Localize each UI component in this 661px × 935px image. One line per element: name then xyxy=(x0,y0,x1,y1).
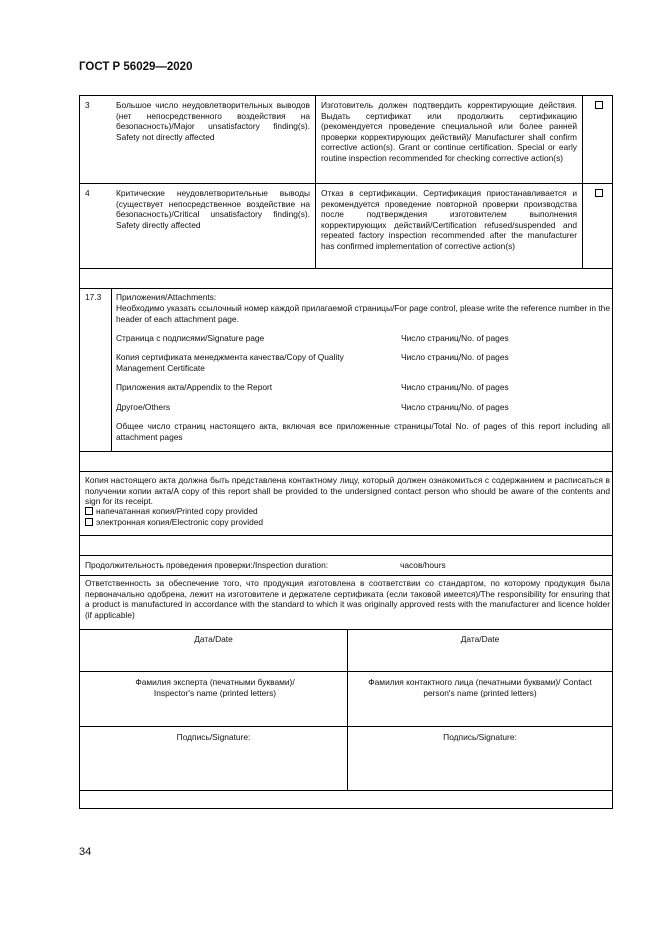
row-divider xyxy=(80,268,612,269)
section-number: 17.3 xyxy=(85,292,102,302)
duration-unit: часов/hours xyxy=(400,560,446,570)
finding-action: Отказ в сертификации. Сертификация приостанавливается и рекомендуется проведение повторной проверки производства после подтверждения изготовителем выполнения корректирующих действий/Certification refused/suspended and repeated factory inspection recommended after the manufacturer has confirmed implementation of corrective action(s) xyxy=(321,188,577,251)
contact-name-label: Фамилия контактного лица (печатными буквами)/ Contact person's name (printed letters) xyxy=(368,677,592,698)
attachment-label: Страница с подписями/Signature page xyxy=(116,333,265,343)
attachment-label: Копия сертификата менеджмента качества/Copy of Quality Management Certificate xyxy=(116,352,344,373)
signature-right: Подпись/Signature: xyxy=(443,732,517,742)
row-divider xyxy=(80,451,612,452)
attachments-title: Приложения/Attachments: xyxy=(116,292,217,302)
duration-row xyxy=(80,556,612,575)
electronic-copy-label: электронная копия/Electronic copy provided xyxy=(96,517,264,527)
duration-label: Продолжительность проведения проверки:/Inspection duration: xyxy=(85,560,329,570)
date-right: Дата/Date xyxy=(460,634,500,644)
inspector-name-label: Фамилия эксперта (печатными буквами)/ Inspector's name (printed letters) xyxy=(135,677,295,698)
copy-notice xyxy=(80,472,612,536)
page-header: ГОСТ Р 56029—2020 xyxy=(79,61,193,73)
attachment-label: Другое/Others xyxy=(116,402,171,412)
attachment-label: Приложения акта/Appendix to the Report xyxy=(116,382,273,392)
row-divider xyxy=(80,790,612,791)
attachments-total: Общее число страниц настоящего акта, включая все приложенные страницы/Total No. of pages of this report including all attachment pages xyxy=(116,421,610,442)
responsibility-text: Ответственность за обеспечение того, что продукция изготовлена в соответствии со стандартом, по которому продукция была первоначально одобрена, лежит на изготовителе и держателе сертификата (если таковой имеется)/The responsibility for ensuring that a product is manufactured in accordance with the standard to which it was originally approved rests with the manufacturer and licence holder (if applicable) xyxy=(85,578,610,620)
inspection-form xyxy=(79,95,613,809)
attachments-instruction: Необходимо указать ссылочный номер каждой прилагаемой страницы/For page control, please write the reference number in the header of each attachment page. xyxy=(116,303,610,324)
electronic-copy-checkbox[interactable] xyxy=(85,518,93,526)
finding-number: 3 xyxy=(85,100,90,110)
attachment-pages: Число страниц/No. of pages xyxy=(401,352,509,362)
column-divider xyxy=(347,630,661,790)
finding-category: Критические неудовлетворительные выводы (существует непосредственное воздействие на безопасность)/Critical unsatisfactory finding(s). Safety directly affected xyxy=(116,188,310,230)
finding-action: Изготовитель должен подтвердить корректирующие действия. Выдать сертификат или продолжить сертификацию (рекомендуется проведение специальной или более ранней проверки корректирующих действий)/ Manufacturer shall confirm corrective action(s). Grant or continue certification. Special or early routine inspection recommended for checking corrective action(s) xyxy=(321,100,577,163)
column-divider xyxy=(111,289,643,452)
attachment-pages: Число страниц/No. of pages xyxy=(401,402,509,412)
printed-copy-checkbox[interactable] xyxy=(85,507,93,515)
printed-copy-option xyxy=(85,506,258,517)
electronic-copy-option xyxy=(85,517,263,528)
row-divider xyxy=(80,535,612,536)
printed-copy-label: напечатанная копия/Printed copy provided xyxy=(96,506,258,516)
page-number: 34 xyxy=(79,846,92,858)
date-left: Дата/Date xyxy=(194,634,233,644)
finding-category: Большое число неудовлетворительных выводов (нет непосредственного воздействия на безопасность)/Major unsatisfactory finding(s). Safety not directly affected xyxy=(116,100,310,142)
column-divider xyxy=(582,96,661,269)
responsibility-note xyxy=(80,576,612,629)
attachment-pages: Число страниц/No. of pages xyxy=(401,333,509,343)
finding-number: 4 xyxy=(85,188,90,198)
attachment-pages: Число страниц/No. of pages xyxy=(401,382,509,392)
copy-notice-text: Копия настоящего акта должна быть представлена контактному лицу, который должен ознакомиться с содержанием и расписаться в получении копии акта/A copy of this report shall be provided to the undersigned contact person who should be aware of the contents and sign for its receipt. xyxy=(85,475,610,507)
signature-left: Подпись/Signature: xyxy=(176,732,251,742)
row-divider xyxy=(80,726,612,727)
row-divider xyxy=(80,671,612,672)
